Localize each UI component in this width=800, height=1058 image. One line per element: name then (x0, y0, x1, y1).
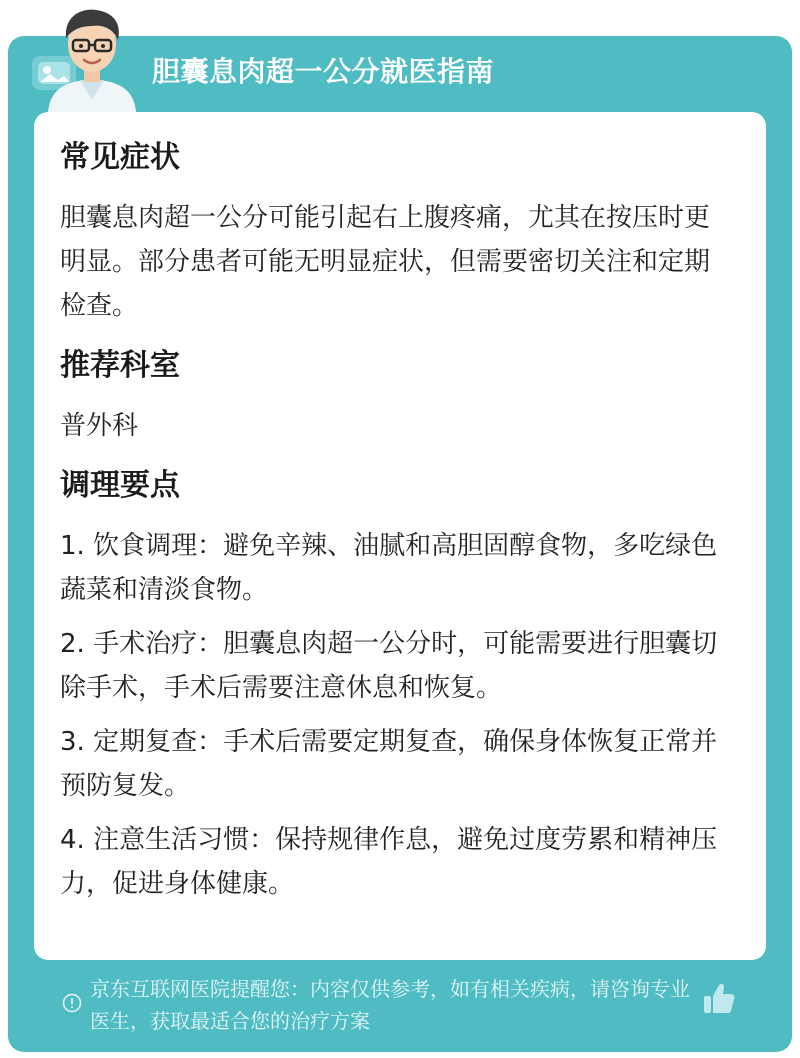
section-heading-symptoms: 常见症状 (60, 140, 180, 175)
doctor-avatar-icon (44, 0, 140, 112)
symptoms-paragraph: 胆囊息肉超一公分可能引起右上腹疼痛，尤其在按压时更明显。部分患者可能无明显症状，但需要密切关注和定期检查。 (60, 203, 711, 321)
care-item: 4. 注意生活习惯：保持规律作息，避免过度劳累和精神压力，促进身体健康。 (60, 825, 718, 899)
page-title: 胆囊息肉超一公分就医指南 (152, 55, 495, 88)
section-heading-care: 调理要点 (60, 468, 180, 503)
disclaimer-text: 京东互联网医院提醒您：内容仅供参考，如有相关疾病，请咨询专业医生，获取最适合您的治疗方案 (90, 977, 690, 1033)
care-item: 1. 饮食调理：避免辛辣、油腻和高胆固醇食物，多吃绿色蔬菜和清淡食物。 (60, 531, 718, 605)
info-icon (62, 993, 82, 1013)
section-heading-department: 推荐科室 (60, 348, 180, 383)
care-item: 3. 定期复查：手术后需要定期复查，确保身体恢复正常并预防复发。 (60, 727, 718, 801)
care-item: 2. 手术治疗：胆囊息肉超一公分时，可能需要进行胆囊切除手术，手术后需要注意休息和恢复。 (60, 629, 718, 703)
card-content (60, 134, 732, 906)
content-card (34, 112, 766, 960)
thumbs-up-icon[interactable] (700, 980, 738, 1018)
department-paragraph: 普外科 (60, 411, 139, 441)
